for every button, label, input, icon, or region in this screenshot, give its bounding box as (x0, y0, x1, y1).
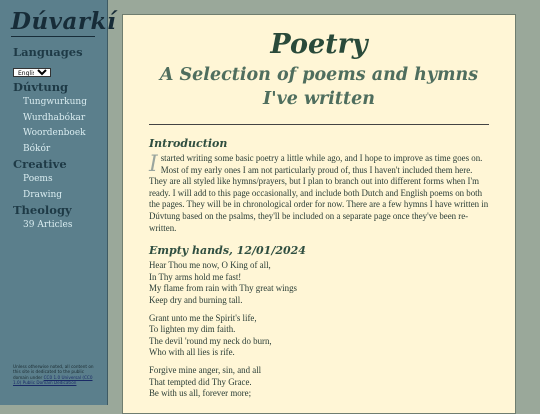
poem-heading: Empty hands, 12/01/2024 (149, 244, 306, 258)
nav-item-woordenboek[interactable]: Woordenboek (23, 128, 86, 138)
poem-line: That tempted did Thy Grace. (149, 376, 252, 387)
poem-line: To lighten my dim faith. (149, 324, 236, 335)
license-notice (13, 364, 101, 385)
intro-text: started writing some basic poetry a little while ago, and I hope to improve as time goes on. Most of my early ones I am not particularly proud of, thus I haven't included them here. They are all styled like hymns/prayers, but I plan to branch out into different forms when I'm ready. I will add to this page occasionally, and include both Dutch and English poems on both the pages. They will be in chronological order for now. There are a few hymns I have written in Dúvtung based on the psalms, they'll be included on a separate page once they've been re-written. (149, 153, 489, 233)
poem-line: Keep dry and burning tall. (149, 294, 243, 305)
nav-item-39-articles[interactable]: 39 Articles (23, 220, 73, 230)
license-link[interactable]: CC0 1.0 Universal (CC0 1.0) Public Domain Dedication (13, 374, 93, 385)
languages-heading: Languages (13, 45, 83, 59)
stanza (149, 260, 489, 306)
poem-line: Grant unto me the Spirit's life, (149, 312, 257, 323)
divider (149, 124, 489, 125)
poem-line: Who with all lies is rife. (149, 347, 235, 358)
nav-item-drawing[interactable]: Drawing (23, 189, 63, 200)
nav-item-tungwurkung[interactable]: Tungwurkung (23, 97, 87, 107)
site-title[interactable]: Dúvarkí (11, 8, 117, 35)
nav-item-bokor[interactable]: Bókór (23, 143, 51, 154)
nav-item-wurdhabokar[interactable]: Wurdhabókar (23, 112, 86, 123)
sidebar (0, 0, 117, 405)
poem-line: Be with us all, forever more; (149, 388, 252, 399)
poem-line: The devil 'round my neck do burn, (149, 335, 272, 346)
nav-item-poems[interactable]: Poems (23, 174, 53, 184)
intro-heading: Introduction (149, 137, 228, 150)
intro-paragraph (149, 153, 489, 234)
stanza (149, 313, 489, 359)
theology-heading: Theology (13, 203, 72, 217)
page-subtitle: A Selection of poems and hymns I've written (159, 65, 479, 109)
drop-cap: I (149, 152, 158, 177)
poem-line: Hear Thou me now, O King of all, (149, 260, 271, 271)
creative-heading: Creative (13, 157, 67, 171)
duvtung-heading: Dúvtung (13, 80, 69, 94)
poem-line: In Thy arms hold me fast! (149, 271, 242, 282)
stanza (149, 365, 489, 400)
license-text: Unless otherwise noted, all content on this site is dedicated to the public domain under (13, 364, 94, 380)
poem-line: My flame from rain with Thy great wings (149, 283, 297, 294)
main-content (122, 14, 516, 414)
language-select[interactable] (13, 68, 51, 77)
poem-line: Forgive mine anger, sin, and all (149, 364, 262, 375)
page-title: Poetry (270, 29, 368, 60)
